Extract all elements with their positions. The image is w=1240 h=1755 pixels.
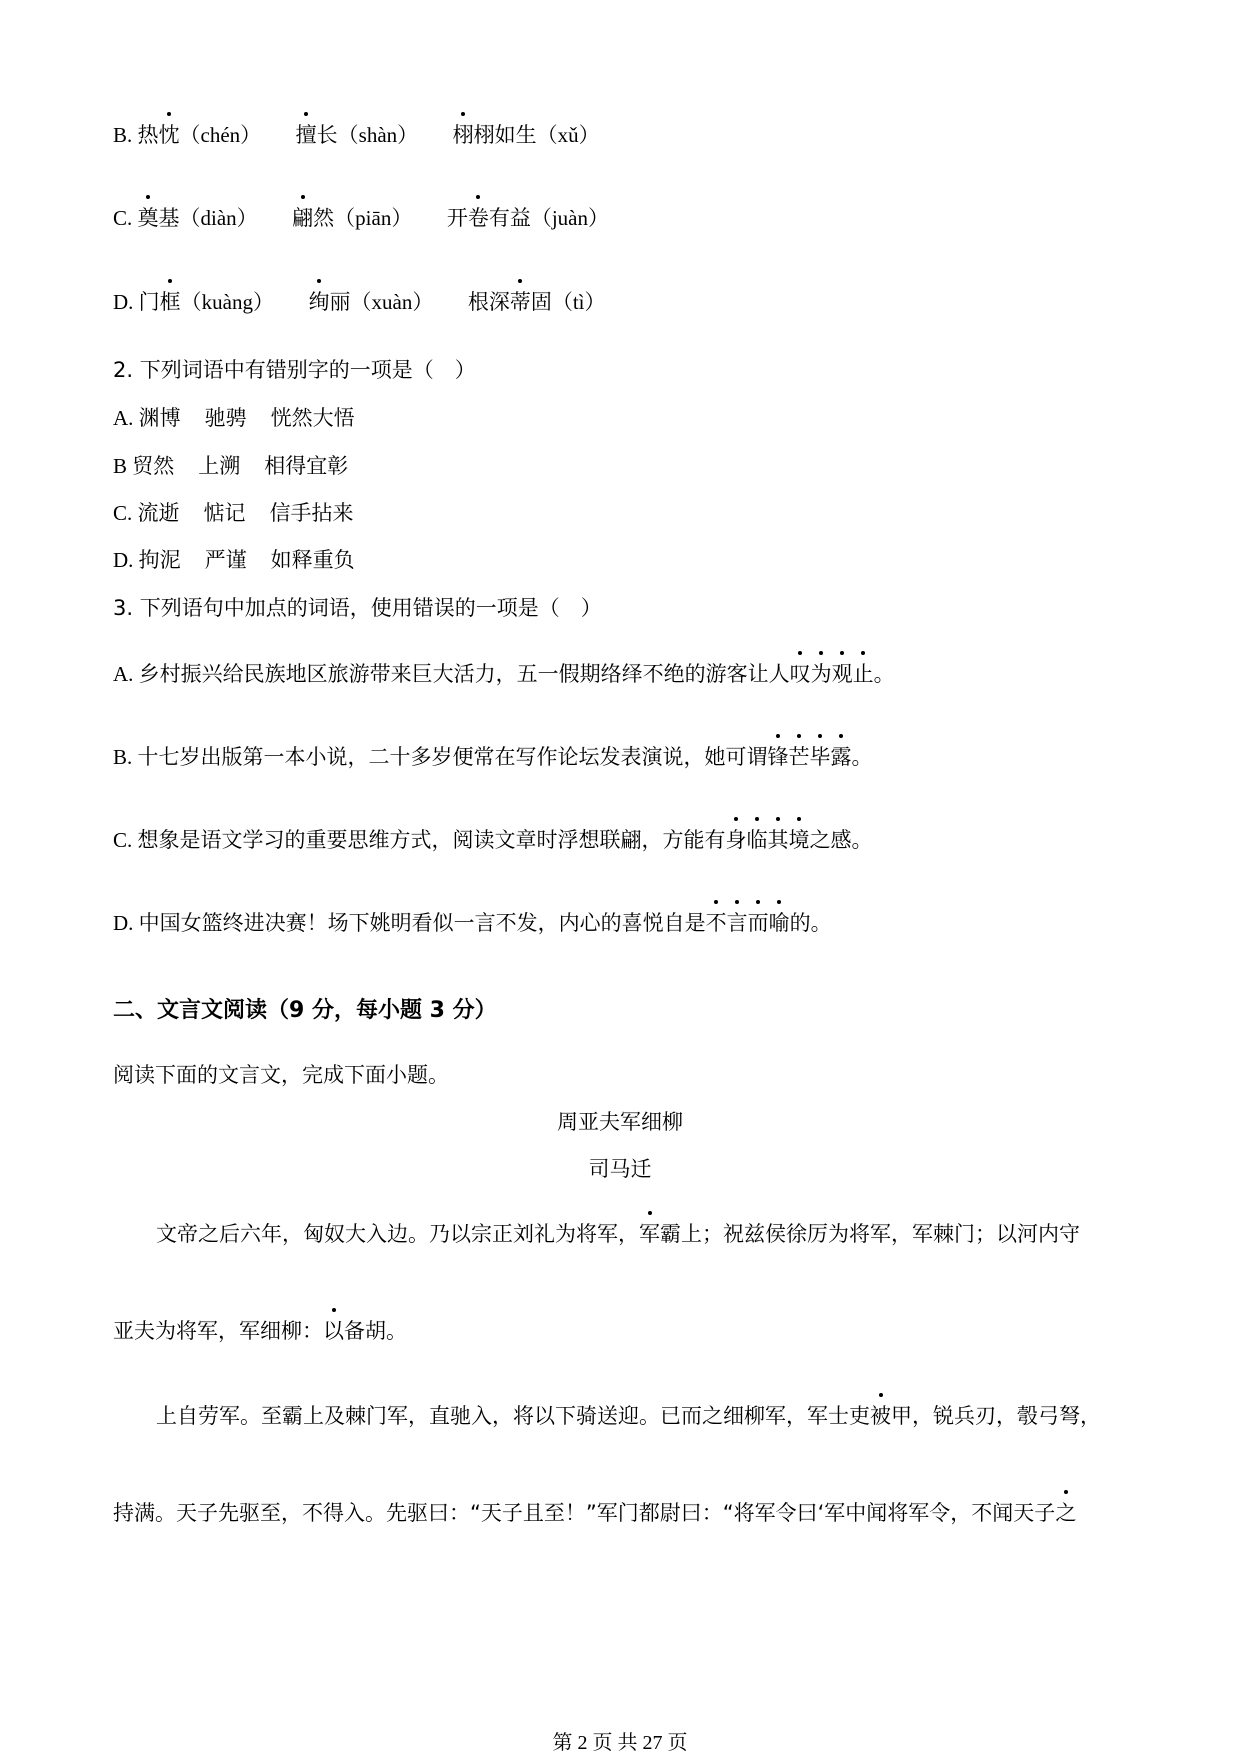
dotted-word: [768, 745, 852, 769]
q2-option-d: [113, 546, 355, 574]
q1-option-d: [113, 288, 606, 316]
sentence-text: 乡村振兴给民族地区旅游带来巨大活力，五一假期络绎不绝的游客让人: [138, 662, 790, 686]
dotted-char: 观: [831, 662, 853, 686]
option-label: C.: [113, 501, 133, 525]
word-part: 根深: [467, 290, 510, 314]
word: 如释重负: [270, 548, 355, 572]
sentence-text: 中国女篮终进决赛！场下姚明看似一言不发，内心的喜悦自是: [138, 911, 706, 935]
word-part: 然: [313, 206, 335, 230]
option-label: C.: [113, 828, 133, 852]
dotted-char: 绚: [308, 290, 330, 314]
dotted-char: 言: [726, 911, 748, 935]
passage-author: 司马迁: [588, 1157, 652, 1181]
dotted-char: 芒: [788, 745, 810, 769]
passage-para2-line1: [156, 1402, 1101, 1430]
sentence-text: 十七岁出版第一本小说，二十多岁便常在写作论坛发表演说，她可谓: [137, 745, 768, 769]
pinyin: （shàn）: [337, 123, 419, 147]
word: 相得宜彰: [264, 454, 349, 478]
dotted-char: 为: [810, 662, 832, 686]
option-label: D.: [113, 290, 134, 314]
dotted-char: 栩: [452, 123, 474, 147]
sentence-text: 。: [873, 662, 895, 686]
option-label: D.: [113, 911, 134, 935]
word: 严谨: [204, 548, 247, 572]
sentence-text: 。: [851, 745, 873, 769]
passage-text: 持满。天子先驱至，不得入。先驱曰：“天子且至！”军门都尉曰：“将军令曰‘军中闻将军令，不闻天子: [113, 1501, 1056, 1525]
dotted-chars: [790, 662, 874, 686]
passage-text: 备胡。: [344, 1319, 407, 1343]
pinyin: （xǔ）: [536, 123, 600, 147]
dotted-char: 以: [323, 1319, 344, 1343]
passage-para1-line1: [156, 1220, 1080, 1248]
sentence-text: 想象是语文学习的重要思维方式，阅读文章时浮想联翩，方能有: [137, 828, 726, 852]
dotted-char: 而: [747, 911, 769, 935]
dotted-char: 止: [852, 662, 874, 686]
word-part: 丽: [329, 290, 351, 314]
word: 贸然: [132, 454, 175, 478]
passage-text: 甲，锐兵刃，彀弓弩，: [891, 1404, 1101, 1428]
q3-option-b: [113, 743, 873, 771]
word: 流逝: [137, 501, 180, 525]
word: 渊博: [138, 406, 181, 430]
word: 拘泥: [138, 548, 181, 572]
dotted-word: [706, 911, 790, 935]
word-part: 长: [316, 123, 338, 147]
passage-text: 霸上；祝兹侯徐厉为将军，军棘门；以河内守: [660, 1222, 1080, 1246]
option-label: B.: [113, 123, 133, 147]
q3-option-a: [113, 660, 895, 688]
option-label: A.: [113, 662, 134, 686]
passage-text: 亚夫为将军，军细柳：: [113, 1319, 323, 1343]
word-part: 基: [158, 206, 180, 230]
word-part: 热: [137, 123, 159, 147]
dotted-char: 蒂: [509, 290, 531, 314]
word-part: 栩如生: [473, 123, 537, 147]
pinyin: （kuàng）: [180, 290, 274, 314]
word: 驰骋: [204, 406, 247, 430]
q2-option-b: [113, 452, 348, 480]
dotted-word: [790, 662, 874, 686]
word: 上溯: [198, 454, 241, 478]
dotted-char: 喻: [768, 911, 790, 935]
word: 信手拈来: [269, 501, 354, 525]
dotted-char: 其: [767, 828, 789, 852]
option-label: D.: [113, 548, 134, 572]
pinyin: （chén）: [179, 123, 262, 147]
dotted-char: 露: [830, 745, 852, 769]
option-label: A.: [113, 406, 134, 430]
word-part: 门: [138, 290, 160, 314]
dotted-char: 临: [746, 828, 768, 852]
option-label: C.: [113, 206, 133, 230]
passage-para2-line2: [113, 1499, 1076, 1527]
dotted-char: 奠: [137, 206, 159, 230]
dotted-char: 叹: [789, 662, 811, 686]
dotted-char: 身: [725, 828, 747, 852]
passage-text: 文帝之后六年，匈奴大入边。乃以宗正刘礼为将军，: [156, 1222, 639, 1246]
passage-para1-line2: [113, 1317, 407, 1345]
option-label: B.: [113, 745, 133, 769]
word: 恍然大悟: [270, 406, 355, 430]
word-part: 有益: [488, 206, 531, 230]
q2-option-c: [113, 499, 354, 527]
passage-text: 上自劳军。至霸上及棘门军，直驰入，将以下骑送迎。已而之细柳军，军士吏: [156, 1404, 870, 1428]
pinyin: （diàn）: [179, 206, 258, 230]
question-2-stem: 2. 下列词语中有错别字的一项是（ ）: [113, 358, 476, 382]
dotted-char: 之: [1055, 1501, 1077, 1525]
dotted-char: 锋: [767, 745, 789, 769]
dotted-char: 卷: [467, 206, 489, 230]
dotted-char: 擅: [295, 123, 317, 147]
page-number: 第 2 页 共 27 页: [552, 1732, 688, 1754]
dotted-char: 翩: [292, 206, 314, 230]
pinyin: （juàn）: [530, 206, 609, 230]
dotted-chars: [726, 828, 810, 852]
dotted-char: 境: [788, 828, 810, 852]
pinyin: （piān）: [334, 206, 413, 230]
question-3-stem: 3. 下列语句中加点的词语，使用错误的一项是（ ）: [113, 596, 602, 620]
reading-instruction: 阅读下面的文言文，完成下面小题。: [113, 1063, 449, 1087]
word: 惦记: [203, 501, 246, 525]
passage-title: 周亚夫军细柳: [557, 1110, 683, 1134]
pinyin: （tì）: [551, 290, 606, 314]
dotted-char: 军: [639, 1222, 660, 1246]
q3-option-d: [113, 909, 832, 937]
dotted-word: [726, 828, 810, 852]
q2-option-a: [113, 404, 355, 432]
dotted-char: 被: [870, 1404, 891, 1428]
section-heading: 二、文言文阅读（9 分，每小题 3 分）: [113, 998, 497, 1023]
dotted-chars: [768, 745, 852, 769]
dotted-char: 忱: [158, 123, 180, 147]
pinyin: （xuàn）: [350, 290, 434, 314]
q1-option-c: [113, 204, 609, 232]
word-part: 开: [446, 206, 468, 230]
dotted-char: 框: [159, 290, 181, 314]
dotted-chars: [706, 911, 790, 935]
dotted-char: 不: [705, 911, 727, 935]
q1-option-b: [113, 121, 600, 149]
sentence-text: 的。: [789, 911, 832, 935]
sentence-text: 之感。: [809, 828, 873, 852]
word-part: 固: [530, 290, 552, 314]
option-label: B: [113, 454, 128, 478]
q3-option-c: [113, 826, 873, 854]
dotted-char: 毕: [809, 745, 831, 769]
